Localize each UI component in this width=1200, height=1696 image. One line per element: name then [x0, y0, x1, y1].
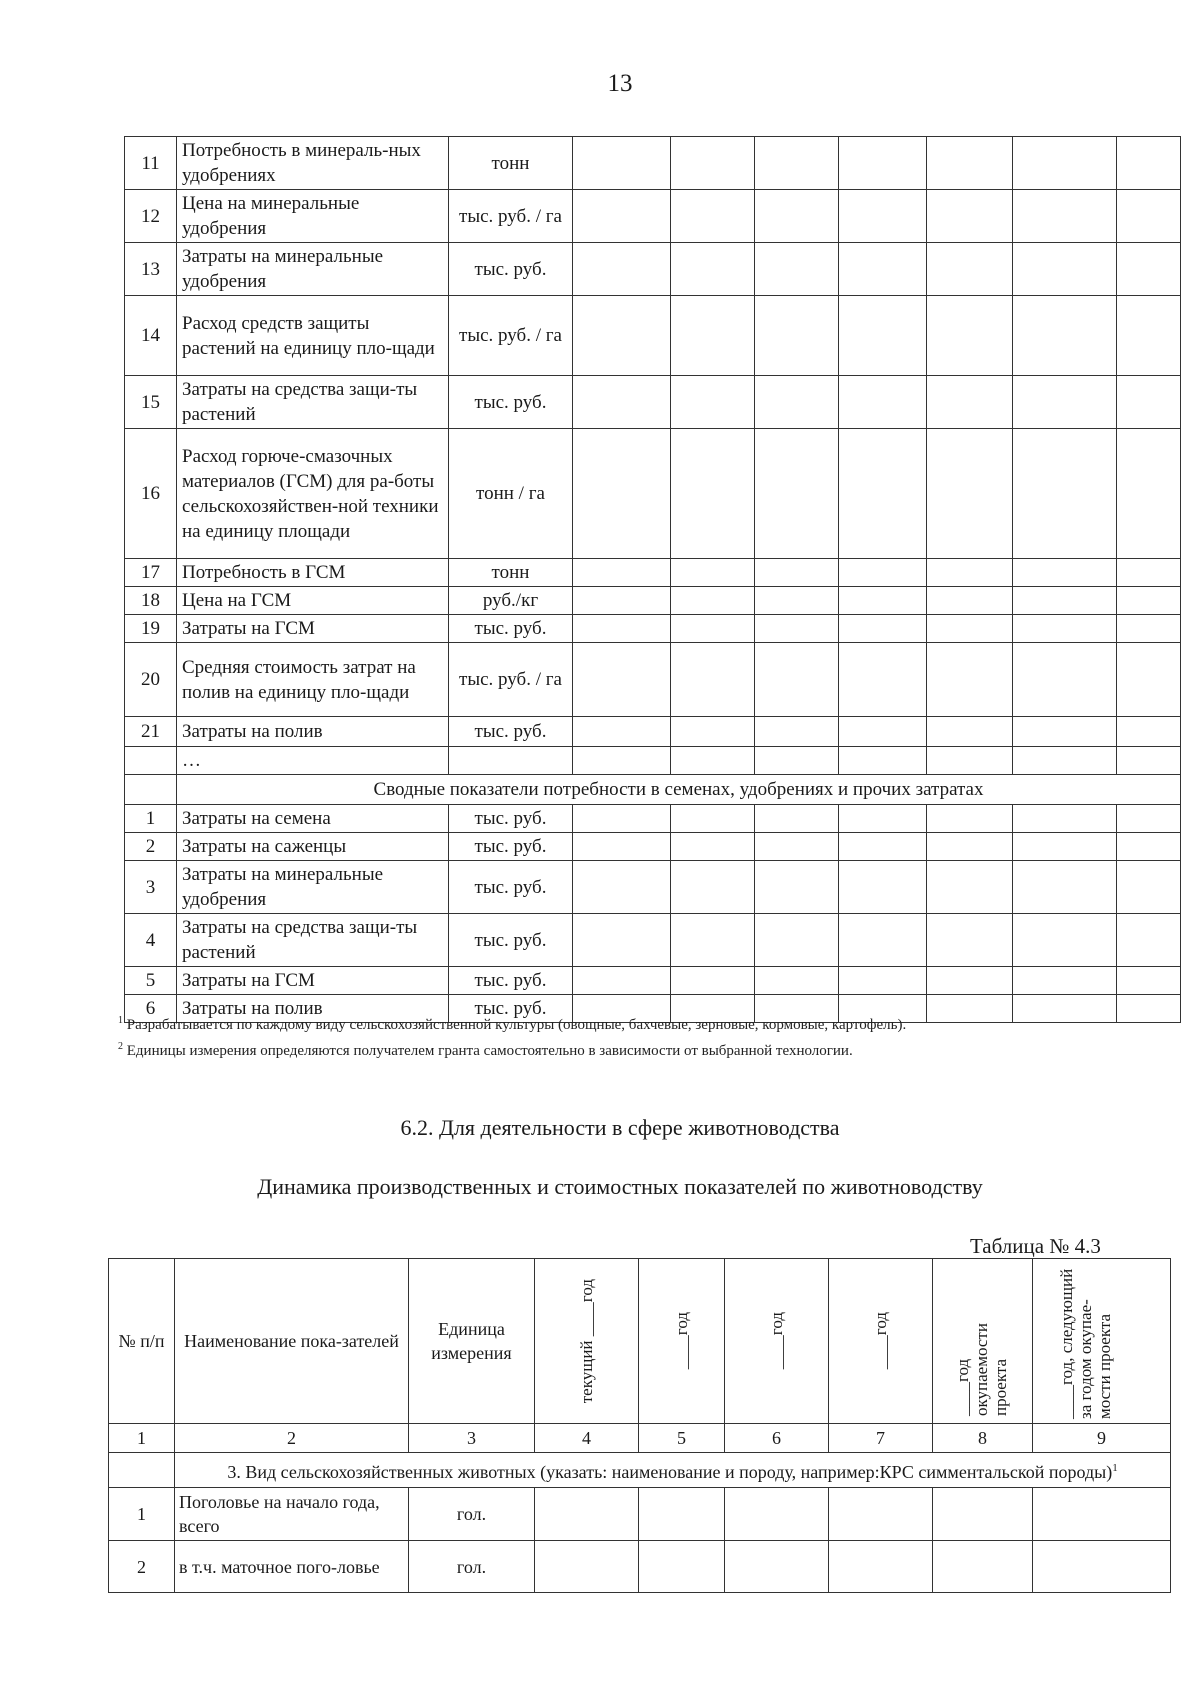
row-name: Цена на минеральные удобрения: [177, 190, 449, 243]
row-number: 12: [125, 190, 177, 243]
row-number: 18: [125, 587, 177, 615]
header-col-9: ____год, следующий за годом окупае-мости проекта: [1033, 1259, 1171, 1424]
row-name: Поголовье на начало года, всего: [175, 1488, 409, 1541]
row-name: Потребность в минераль-ных удобрениях: [177, 137, 449, 190]
row-number: 2: [125, 833, 177, 861]
row-unit: тыс. руб. / га: [449, 190, 573, 243]
column-number: 6: [725, 1424, 829, 1453]
table-row: [125, 861, 1181, 914]
header-num: № п/п: [109, 1259, 175, 1424]
row-name: Затраты на полив: [177, 717, 449, 747]
row-name: Затраты на минеральные удобрения: [177, 861, 449, 914]
footnotes: [118, 1010, 1128, 1062]
header-row: [109, 1259, 1171, 1424]
row-unit: тыс. руб.: [449, 376, 573, 429]
footnote-1: $^1$ Разрабатывается по каждому виду сельскохозяйственной культуры (овощные, бахчевые, зерновые, кормовые, картофель).: [118, 1015, 907, 1033]
row-unit: тыс. руб.: [449, 967, 573, 995]
row-number: 4: [125, 914, 177, 967]
row-name: Затраты на ГСМ: [177, 967, 449, 995]
table-label: Таблица № 4.3: [970, 1234, 1101, 1258]
header-col-6: ____год: [725, 1259, 829, 1424]
footnote-2: $^2$ Единицы измерения определяются получателем гранта самостоятельно в зависимости от выбранной технологии.: [118, 1041, 853, 1059]
row-name: …: [177, 747, 449, 775]
row-number: 5: [125, 967, 177, 995]
group-row: [109, 1453, 1171, 1488]
row-unit: тонн: [449, 559, 573, 587]
header-col-8: ____год окупаемости проекта: [933, 1259, 1033, 1424]
row-unit: тыс. руб.: [449, 861, 573, 914]
row-name: в т.ч. маточное пого-ловье: [175, 1541, 409, 1593]
row-unit: тыс. руб.: [449, 243, 573, 296]
header-col-5: ____год: [639, 1259, 725, 1424]
row-unit: руб./кг: [449, 587, 573, 615]
row-name: Расход горюче-смазочных материалов (ГСМ) для ра-боты сельскохозяйствен-ной техники на единицу площади: [177, 429, 449, 559]
table-row: [125, 914, 1181, 967]
table-row: [125, 559, 1181, 587]
row-number: 1: [109, 1488, 175, 1541]
row-number: 16: [125, 429, 177, 559]
group-label: 3. Вид сельскохозяйственных животных (указать: наименование и породу, например:КРС симментальской породы)$^1$: [175, 1453, 1171, 1488]
column-number: 4: [535, 1424, 639, 1453]
table-row: [125, 137, 1181, 190]
row-name: Затраты на полив: [177, 995, 449, 1023]
column-number: 9: [1033, 1424, 1171, 1453]
table-row: [125, 190, 1181, 243]
row-number: [125, 747, 177, 775]
livestock-table: [108, 1258, 1171, 1593]
row-number: 13: [125, 243, 177, 296]
table-row: [125, 747, 1181, 775]
table-row: [125, 833, 1181, 861]
row-unit: тыс. руб. / га: [449, 296, 573, 376]
row-name: Затраты на средства защи-ты растений: [177, 376, 449, 429]
table-row: [125, 805, 1181, 833]
row-unit: тыс. руб.: [449, 833, 573, 861]
table-row: [125, 376, 1181, 429]
row-name: Затраты на ГСМ: [177, 615, 449, 643]
row-number: 17: [125, 559, 177, 587]
row-number: 19: [125, 615, 177, 643]
row-number: 11: [125, 137, 177, 190]
row-name: Средняя стоимость затрат на полив на единицу пло-щади: [177, 643, 449, 717]
row-number: 2: [109, 1541, 175, 1593]
table-row: [109, 1488, 1171, 1541]
row-number: 6: [125, 995, 177, 1023]
table-row: [125, 643, 1181, 717]
row-unit: тыс. руб. / га: [449, 643, 573, 717]
column-number: 2: [175, 1424, 409, 1453]
crop-costs-table: [124, 136, 1181, 1023]
summary-heading-row: [125, 775, 1181, 805]
table-row: [125, 296, 1181, 376]
row-unit: гол.: [409, 1541, 535, 1593]
column-number: 5: [639, 1424, 725, 1453]
row-number: 15: [125, 376, 177, 429]
row-unit: тыс. руб.: [449, 615, 573, 643]
column-number: 3: [409, 1424, 535, 1453]
row-unit: тыс. руб.: [449, 717, 573, 747]
table-row: [125, 717, 1181, 747]
row-unit: тонн: [449, 137, 573, 190]
section-title: 6.2. Для деятельности в сфере животноводства: [400, 1115, 840, 1140]
row-name: Расход средств защиты растений на единицу пло-щади: [177, 296, 449, 376]
row-name: Затраты на минеральные удобрения: [177, 243, 449, 296]
table-row: [125, 587, 1181, 615]
column-number: 1: [109, 1424, 175, 1453]
row-number: 14: [125, 296, 177, 376]
row-number: 1: [125, 805, 177, 833]
row-number: 20: [125, 643, 177, 717]
table-row: [125, 429, 1181, 559]
table-row: [125, 243, 1181, 296]
row-name: Затраты на саженцы: [177, 833, 449, 861]
row-unit: [449, 747, 573, 775]
row-name: Затраты на семена: [177, 805, 449, 833]
row-unit: тыс. руб.: [449, 805, 573, 833]
table-row: [125, 967, 1181, 995]
row-name: Потребность в ГСМ: [177, 559, 449, 587]
column-number-row: [109, 1424, 1171, 1453]
table-subtitle: Динамика производственных и стоимостных показателей по животноводству: [257, 1174, 983, 1199]
row-number: 3: [125, 861, 177, 914]
table-row: [125, 615, 1181, 643]
row-unit: тонн / га: [449, 429, 573, 559]
row-name: Затраты на средства защи-ты растений: [177, 914, 449, 967]
column-number: 8: [933, 1424, 1033, 1453]
row-unit: тыс. руб.: [449, 914, 573, 967]
header-unit: Единица измерения: [409, 1259, 535, 1424]
row-number: 21: [125, 717, 177, 747]
summary-heading: Сводные показатели потребности в семенах, удобрениях и прочих затратах: [177, 775, 1181, 805]
column-number: 7: [829, 1424, 933, 1453]
header-name: Наименование пока-зателей: [175, 1259, 409, 1424]
page-number: 13: [607, 70, 633, 97]
header-col-4: текущий ____год: [535, 1259, 639, 1424]
row-name: Цена на ГСМ: [177, 587, 449, 615]
row-unit: тыс. руб.: [449, 995, 573, 1023]
header-col-7: ____год: [829, 1259, 933, 1424]
row-unit: гол.: [409, 1488, 535, 1541]
table-row: [109, 1541, 1171, 1593]
